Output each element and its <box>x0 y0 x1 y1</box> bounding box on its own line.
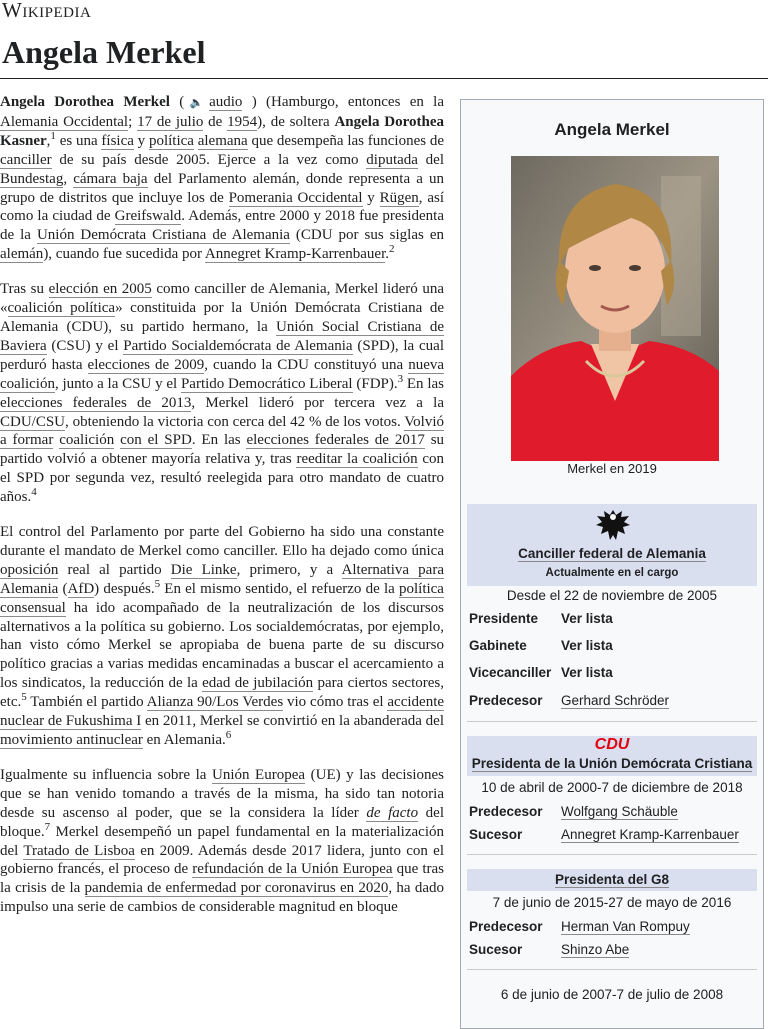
article-link[interactable]: alemán <box>0 246 44 263</box>
row-label-presidente: Presidente <box>469 611 539 626</box>
speaker-icon[interactable]: 🔈 <box>184 97 210 109</box>
article-link[interactable]: 1954 <box>227 113 258 130</box>
g8-office[interactable]: Presidenta del G8 <box>554 872 670 887</box>
infobox <box>460 99 764 1029</box>
article-link[interactable]: movimiento antinuclear <box>0 732 143 748</box>
article-link[interactable]: física <box>101 132 134 149</box>
article-link[interactable]: Die Linke <box>170 561 237 578</box>
row-label-predecesor: Predecesor <box>469 693 543 708</box>
citation-ref[interactable]: 5 <box>154 577 161 590</box>
article-link[interactable]: Alternativa para Alemania <box>0 561 444 597</box>
page-title: Angela Merkel <box>2 34 206 70</box>
article-link[interactable]: Alemania Occidental <box>0 113 129 130</box>
paragraph-2: Tras su elección en 2005 como canciller de Alemania, Merkel lideró una «coalición política» constituida por la Unión Demócrata Cristiana de Alemania (CDU), su partido hermano, la Unión Social Cristiana de Baviera (CSU) y el Partido Socialdemócrata de Alemania (SPD), la cual perduró hasta elecciones de 2009, cuando la CDU constituyó una nueva coalición, junto a la CSU y el Partido Democrático Liberal (FDP).$^3$ En las elecciones federales de 2013, Merkel lideró por tercera vez a la CDU/CSU, obteniendo la victoria con cerca del 42 % de los votos. Volvió a formar coalición con el SPD. En las elecciones federales de 2017 su partido volvió a obtener mayoría relativa y, tras reeditar la coalición con el SPD por segunda vez, resultó reelegida para otro mandato de cuatro años.$^4$ <box>0 281 445 506</box>
article-link[interactable]: elecciones federales de 2013 <box>0 394 192 411</box>
row-label-gabinete: Gabinete <box>469 638 527 653</box>
article-link[interactable]: Unión Demócrata Cristiana de Alemania <box>36 227 290 244</box>
intro-paragraph: Angela Dorothea Merkel (🔈audio ) (Hamburgo, entonces en la Alemania Occidental; 17 de julio de 1954), de soltera Angela Dorothea Kasner,$^1$ es una física y política alemana que desempeña las funciones de canciller de su país desde 2005. Ejerce a la vez como diputada del Bundestag, cámara baja del Parlamento alemán, donde representa a un grupo de distritos que incluye los de Pomerania Occidental y Rügen, así como la ciudad de Greifswald. Además, entre 2000 y 2018 fue presidenta de la Unión Demócrata Cristiana de Alemania (CDU por sus siglas en alemán), cuando fue sucedida por Annegret Kramp-Karrenbauer.$^2$ <box>0 94 445 263</box>
article-link[interactable]: CDU/CSU <box>0 413 66 430</box>
article-link[interactable]: Rügen <box>379 189 419 206</box>
article-link[interactable]: Greifswald <box>114 208 182 225</box>
g8-dates: 7 de junio de 2015-27 de mayo de 2016 <box>492 895 732 910</box>
row-value-cdu-sucesor[interactable]: Annegret Kramp-Karrenbauer <box>561 827 739 842</box>
paragraph-3: El control del Parlamento por parte del Gobierno ha sido una constante durante el mandato de Merkel como canciller. Ello ha dejado como única oposición real al partido Die Linke, primero, y a Alternativa para Alemania (AfD) después.$^5$ En el mismo sentido, el refuerzo de la política consensual ha ido acompañado de la neutralización de los discursos alternativos a la política su gobierno. Los socialdemócratas, por ejemplo, han visto cómo Merkel se apropiaba de buena parte de su discurso político gracias a varias medidas encaminadas a buscar el acercamiento a los sindicatos, la reducción de la edad de jubilación para ciertos sectores, etc.$^5$ También el partido Alianza 90/Los Verdes vio cómo tras el accidente nuclear de Fukushima I en 2011, Merkel se convirtió en la abanderada del movimiento antinuclear en Alemania.$^6$ <box>0 524 445 748</box>
article-link[interactable]: audio <box>209 94 243 110</box>
cdu-dates: 10 de abril de 2000-7 de diciembre de 2018 <box>481 780 743 795</box>
row-label-vicecanciller: Vicecanciller <box>469 665 552 680</box>
row-label-cdu-sucesor: Sucesor <box>469 827 523 842</box>
section-divider <box>467 721 757 722</box>
article-link[interactable]: Partido Socialdemócrata de Alemania <box>123 337 353 354</box>
row-value-predecesor[interactable]: Gerhard Schröder <box>561 693 670 708</box>
citation-ref[interactable]: 4 <box>31 486 37 499</box>
article-link[interactable]: nueva coalición <box>0 356 445 392</box>
g8-header <box>467 869 757 891</box>
article-link[interactable]: con el SPD <box>120 432 192 449</box>
article-link[interactable]: 17 de julio <box>137 113 204 130</box>
wikipedia-wordmark[interactable]: Wikipedia <box>2 0 92 22</box>
article-link[interactable]: Bundestag <box>0 170 64 187</box>
chancellor-header <box>467 504 757 586</box>
article-link[interactable]: política <box>148 132 194 149</box>
row-value-g8-sucesor[interactable]: Shinzo Abe <box>561 942 630 957</box>
section-divider <box>467 969 757 970</box>
title-divider <box>0 78 768 79</box>
article-link[interactable]: Volvió a formar <box>0 413 444 449</box>
article-link[interactable]: elecciones federales de 2017 <box>246 432 425 449</box>
article-link[interactable]: Annegret Kramp-Karrenbauer <box>204 246 386 263</box>
citation-ref[interactable]: 7 <box>44 820 51 833</box>
article-link[interactable]: pandemia de enfermedad por coronavirus en 2020 <box>84 880 389 897</box>
cdu-office[interactable]: Presidenta de la Unión Demócrata Cristiana <box>471 756 753 771</box>
article-link[interactable]: cámara baja <box>73 170 148 187</box>
citation-ref[interactable]: 3 <box>397 372 404 385</box>
row-value-gabinete[interactable]: Ver lista <box>561 638 613 653</box>
article-link[interactable]: Pomerania Occidental <box>228 189 363 206</box>
article-link[interactable]: coalición <box>59 432 115 449</box>
article-link[interactable]: edad de jubilación <box>202 675 314 692</box>
article-link[interactable]: Unión Social Cristiana de Baviera <box>0 318 444 354</box>
article-link[interactable]: Partido Democrático Liberal <box>180 375 353 392</box>
article-link[interactable]: refundación de la Unión Europea <box>192 861 393 878</box>
portrait-caption: Merkel en 2019 <box>567 461 657 476</box>
article-link[interactable]: elecciones de 2009 <box>87 356 205 373</box>
article-link[interactable]: coalición política <box>7 300 116 317</box>
citation-ref[interactable]: 5 <box>21 691 27 704</box>
article-link[interactable]: reeditar la coalición <box>296 451 418 468</box>
article-link[interactable]: de facto <box>366 804 419 821</box>
g8-dates-2: 6 de junio de 2007-7 de julio de 2008 <box>500 987 724 1002</box>
portrait-photo[interactable] <box>511 156 719 461</box>
article-link[interactable]: accidente nuclear de Fukushima I <box>0 694 445 730</box>
row-value-presidente[interactable]: Ver lista <box>561 611 613 626</box>
row-label-g8-sucesor: Sucesor <box>469 942 523 957</box>
article-link[interactable]: oposición <box>0 561 59 578</box>
citation-ref[interactable]: 1 <box>50 129 56 142</box>
chancellor-office[interactable]: Canciller federal de Alemania <box>518 546 706 561</box>
row-value-cdu-predecesor[interactable]: Wolfgang Schäuble <box>561 804 678 819</box>
citation-ref[interactable]: 2 <box>389 243 395 256</box>
eagle-icon <box>594 506 632 544</box>
row-value-g8-predecesor[interactable]: Herman Van Rompuy <box>561 919 690 934</box>
chancellor-dates: Desde el 22 de noviembre de 2005 <box>506 588 718 603</box>
row-label-cdu-predecesor: Predecesor <box>469 804 543 819</box>
article-link[interactable]: diputada <box>366 151 418 168</box>
citation-ref[interactable]: 6 <box>225 729 232 741</box>
article-link[interactable]: Alianza 90/Los Verdes <box>146 694 284 711</box>
row-label-g8-predecesor: Predecesor <box>469 919 543 934</box>
article-link[interactable]: alemana <box>197 132 248 149</box>
incumbent-status: Actualmente en el cargo <box>545 567 679 579</box>
article-link[interactable]: elección en 2005 <box>48 281 152 298</box>
article-link[interactable]: Tratado de Lisboa <box>23 842 135 859</box>
article-body <box>0 93 444 933</box>
section-divider <box>467 854 757 855</box>
cdu-header <box>467 736 757 776</box>
row-value-vicecanciller[interactable]: Ver lista <box>561 665 613 680</box>
article-link[interactable]: canciller <box>0 151 52 168</box>
article-link[interactable]: política consensual <box>0 580 444 616</box>
cdu-logo: CDU <box>594 736 630 753</box>
infobox-name: Angela Merkel <box>554 120 670 139</box>
article-link[interactable]: Unión Europea <box>211 766 306 783</box>
article-link[interactable]: AfD <box>67 580 95 597</box>
paragraph-4: Igualmente su influencia sobre la Unión Europea (UE) y las decisiones que se han venido tomando a través de la misma, ha sido tan notoria desde su ascenso al poder, que se la considera la líder de facto del bloque.$^7$ Merkel desempeñó un papel fundamental en la materialización del Tratado de Lisboa en 2009. Además desde 2017 lidera, junto con el gobierno francés, el proceso de refundación de la Unión Europea que tras la crisis de la pandemia de enfermedad por coronavirus en 2020, ha dado impulso una serie de cambios de considerable magnitud en bloque <box>0 766 445 916</box>
